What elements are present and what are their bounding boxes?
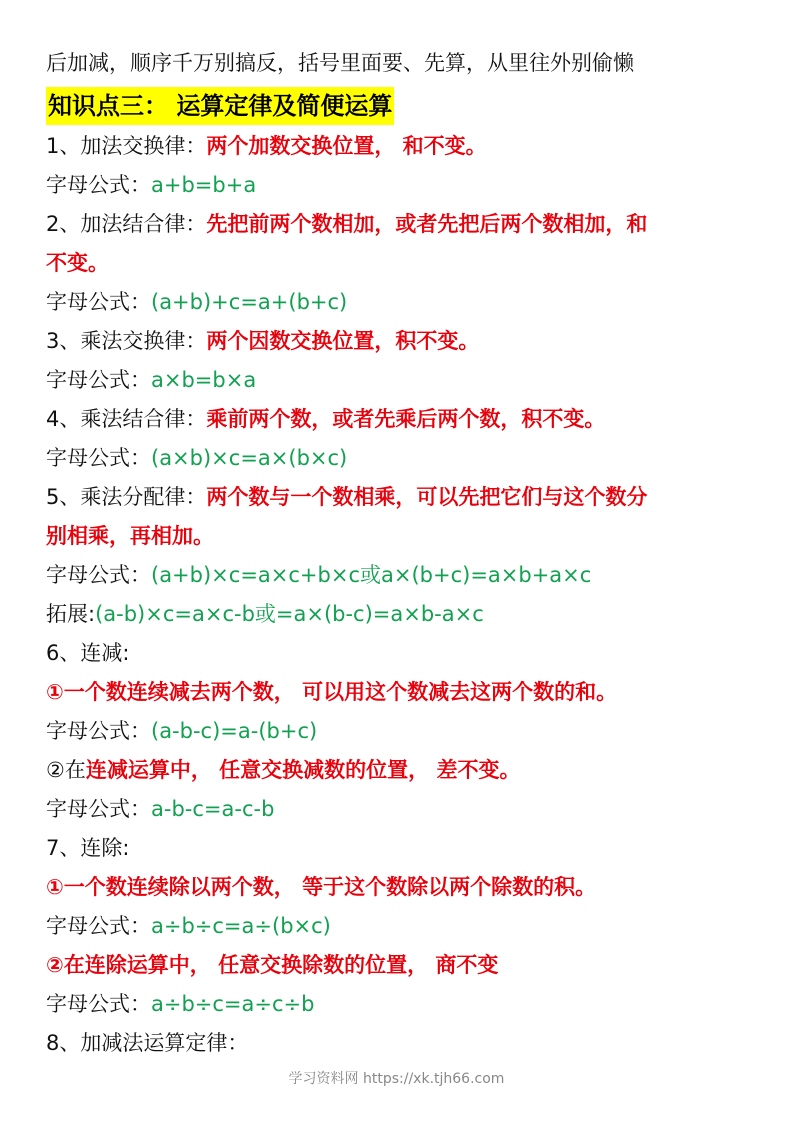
extension-label: 拓展: — [46, 602, 96, 626]
law-consecutive-division — [46, 829, 756, 868]
law-rule-cont: 别相乘，再相加。 — [46, 524, 214, 548]
formula: a÷b÷c=a÷c÷b — [151, 992, 315, 1016]
formula-label: 字母公式： — [46, 992, 151, 1016]
section-title: 知识点三： 运算定律及简便运算 — [46, 87, 394, 125]
formula: a÷b÷c=a÷(b×c) — [151, 914, 331, 938]
law-rule: 两个加数交换位置， 和不变。 — [206, 134, 487, 158]
law-addition-subtraction — [46, 1024, 756, 1063]
law-rule: 乘前两个数，或者先乘后两个数，积不变。 — [206, 407, 606, 431]
formula-label: 字母公式： — [46, 914, 151, 938]
rule-prefix: ②在 — [46, 758, 86, 782]
formula-line — [46, 556, 756, 595]
law-addition-associative — [46, 205, 756, 244]
formula: (a+b)+c=a+(b+c) — [151, 290, 348, 314]
law-rule-cont: 不变。 — [46, 251, 109, 275]
law-label: 6、连减: — [46, 641, 130, 665]
law-addition-commutative — [46, 127, 756, 166]
formula-line — [46, 907, 756, 946]
law-rule: ②在连除运算中， 任意交换除数的位置， 商不变 — [46, 953, 499, 977]
law-label: 7、连除: — [46, 836, 130, 860]
formula-label: 字母公式： — [46, 290, 151, 314]
law-rule: 两个因数交换位置，积不变。 — [206, 329, 480, 353]
formula-label: 字母公式： — [46, 446, 151, 470]
formula: a-b-c=a-c-b — [151, 797, 275, 821]
page-footer — [0, 1068, 793, 1088]
law-multiplication-associative — [46, 400, 756, 439]
law-label: 4、乘法结合律： — [46, 407, 207, 431]
formula-line — [46, 361, 756, 400]
rule-line — [46, 946, 756, 985]
rule-line — [46, 673, 756, 712]
intro-text: 后加减，顺序千万别搞反，括号里面要、先算，从里往外别偷懒 — [46, 51, 634, 75]
footer-text: 学习资料网 https://xk.tjh66.com — [288, 1071, 505, 1087]
extension-line — [46, 595, 756, 634]
formula: (a×b)×c=a×(b×c) — [151, 446, 348, 470]
rule-line — [46, 868, 756, 907]
extension-formula: (a-b)×c=a×c-b或=a×(b-c)=a×b-a×c — [95, 602, 484, 626]
formula-label: 字母公式： — [46, 797, 151, 821]
formula: a×b=b×a — [151, 368, 257, 392]
formula-label: 字母公式： — [46, 368, 151, 392]
formula-label: 字母公式： — [46, 719, 151, 743]
law-label: 2、加法结合律： — [46, 212, 207, 236]
law-rule: 先把前两个数相加，或者先把后两个数相加，和 — [206, 212, 648, 236]
formula-line — [46, 439, 756, 478]
law-distributive — [46, 478, 756, 517]
formula-line — [46, 166, 756, 205]
law-rule: ①一个数连续减去两个数， 可以用这个数减去这两个数的和。 — [46, 680, 618, 704]
formula-line — [46, 790, 756, 829]
formula-line — [46, 985, 756, 1024]
formula-label: 字母公式： — [46, 563, 151, 587]
law-label: 5、乘法分配律： — [46, 485, 207, 509]
law-rule-continued — [46, 517, 756, 556]
formula-line — [46, 283, 756, 322]
section-heading-row — [46, 83, 756, 127]
law-label: 8、加减法运算定律： — [46, 1031, 249, 1055]
document-body — [46, 44, 756, 1063]
rule-line — [46, 751, 756, 790]
formula-line — [46, 712, 756, 751]
formula-label: 字母公式： — [46, 173, 151, 197]
formula: (a+b)×c=a×c+b×c或a×(b+c)=a×b+a×c — [151, 563, 592, 587]
law-label: 3、乘法交换律： — [46, 329, 207, 353]
intro-line — [46, 44, 756, 83]
law-consecutive-subtraction — [46, 634, 756, 673]
law-multiplication-commutative — [46, 322, 756, 361]
law-rule: 两个数与一个数相乘，可以先把它们与这个数分 — [206, 485, 648, 509]
formula: (a-b-c)=a-(b+c) — [151, 719, 318, 743]
law-rule: 连减运算中， 任意交换减数的位置， 差不变。 — [85, 758, 521, 782]
law-label: 1、加法交换律： — [46, 134, 207, 158]
law-rule-continued — [46, 244, 756, 283]
formula: a+b=b+a — [151, 173, 257, 197]
law-rule: ①一个数连续除以两个数， 等于这个数除以两个除数的积。 — [46, 875, 597, 899]
